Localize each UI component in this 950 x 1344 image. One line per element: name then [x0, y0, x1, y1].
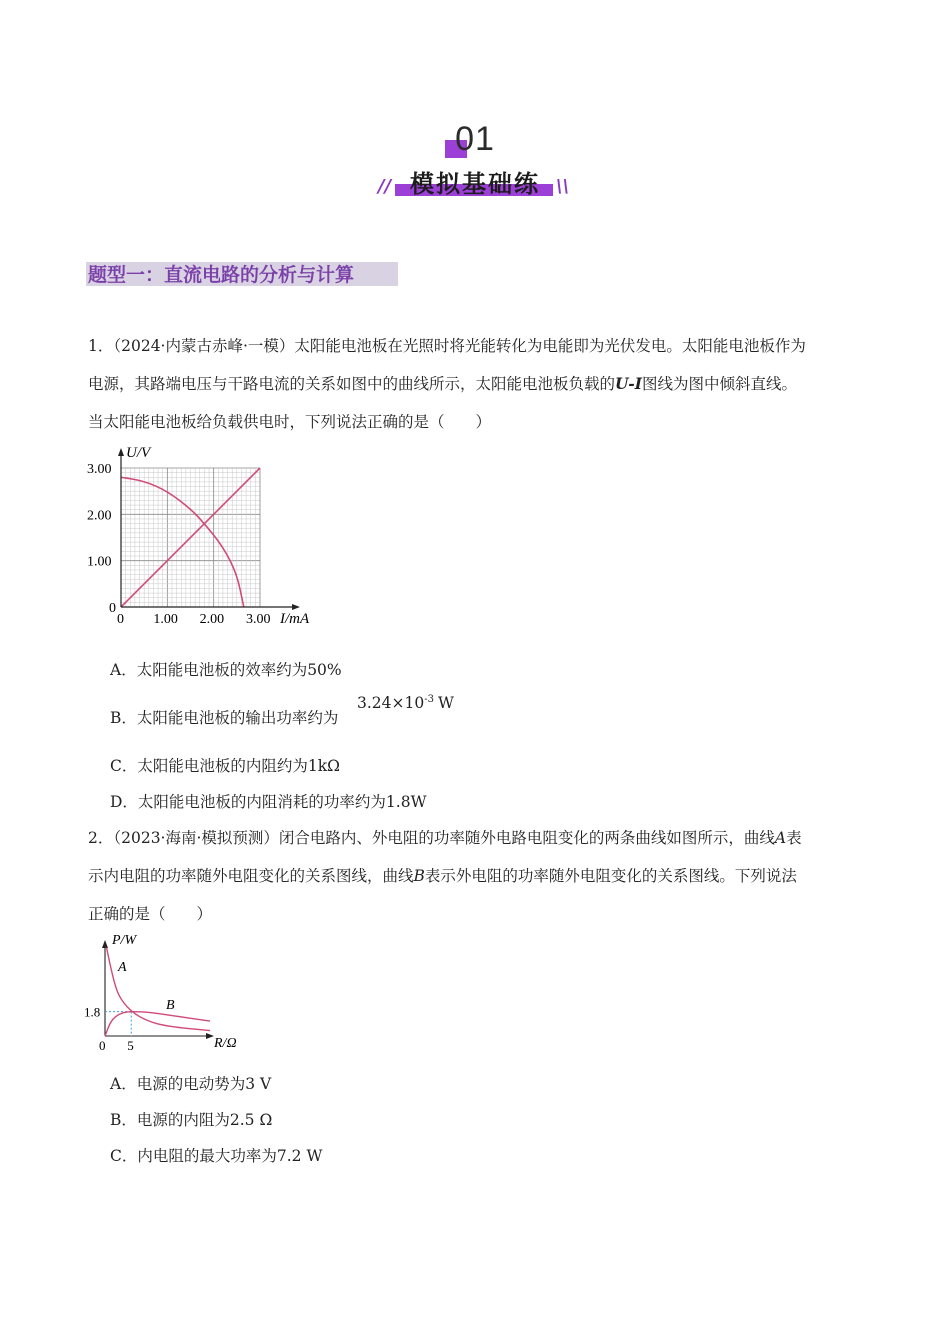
q2-chart-xlabel: R/Ω [214, 1036, 237, 1051]
header-right-mark: \\ [556, 176, 570, 197]
x-tick-label: 2.00 [199, 612, 225, 627]
x-tick-label: 0 [99, 1038, 106, 1053]
q2-line-1: 2．（2023·海南·模拟预测）闭合电路内、外电阻的功率随外电路电阻变化的两条曲线如图所示，曲线A表 [88, 829, 802, 847]
x-axis-arrow [292, 604, 300, 610]
x-tick-label: 3.00 [246, 612, 271, 627]
q2-chart-annotation-a: A [118, 960, 127, 975]
y-tick-label: 1.00 [87, 554, 112, 570]
q1-chart-xlabel: I/mA [280, 611, 310, 627]
x-tick-label: 0 [117, 612, 124, 627]
section-title: 题型一：直流电路的分析与计算 [88, 264, 355, 286]
y-tick-label: 2.00 [87, 508, 112, 524]
y-tick-label: 1.8 [84, 1004, 101, 1020]
q1-option-b-formula: $3.24\times 10^{-3}$ W [357, 694, 454, 713]
y-tick-label: 3.00 [87, 462, 112, 477]
q1-line-3: 当太阳能电池板给负载供电时，下列说法正确的是（ ） [88, 413, 492, 431]
q1-line-1: 1．（2024·内蒙古赤峰·一模）太阳能电池板在光照时将光能转化为电能即为光伏发电。太阳能电池板作为 [88, 337, 806, 355]
q2-chart-ylabel: P/W [112, 933, 137, 948]
header-title: 模拟基础练 [410, 170, 540, 198]
header-left-mark: // [378, 176, 392, 197]
x-tick-label: 1.00 [153, 612, 178, 627]
q1-line-2c: 图线为图中倾斜直线。 [641, 375, 797, 393]
q2-option-a[interactable]: A．电源的电动势为3 V [110, 1075, 272, 1093]
q2-curve-a-ref: A [774, 829, 787, 847]
q2-option-c[interactable]: C．内电阻的最大功率为7.2 W [110, 1147, 323, 1165]
q1-option-b[interactable] [110, 708, 338, 728]
q1-option-d[interactable]: D．太阳能电池板的内阻消耗的功率约为1.8W [110, 793, 427, 811]
x-tick-label: 5 [127, 1038, 134, 1053]
q2-option-b[interactable]: B．电源的内阻为2.5 Ω [110, 1111, 273, 1129]
y-axis-arrow [102, 940, 108, 948]
q2-curve-b-ref: B [413, 867, 425, 885]
x-axis-arrow [206, 1033, 214, 1039]
y-axis-arrow [118, 448, 124, 456]
y-tick-label: 0 [109, 601, 116, 616]
q1-ui-italic: U-I [615, 374, 642, 393]
q1-chart-ylabel: U/V [126, 445, 151, 461]
q1-option-c[interactable]: C．太阳能电池板的内阻约为1kΩ [110, 757, 340, 775]
q2-chart-annotation-b: B [166, 998, 175, 1013]
q1-option-b-text: B．太阳能电池板的输出功率约为 [110, 709, 339, 727]
q2-line-3: 正确的是（ ） [88, 905, 213, 923]
q1-line-2 [88, 374, 797, 394]
q2-line-2: 示内电阻的功率随外电阻变化的关系图线，曲线B表示外电阻的功率随外电阻变化的关系图线。下列说法 [88, 867, 797, 885]
q1-ui-chart [80, 440, 330, 630]
q1-option-a[interactable]: A．太阳能电池板的效率约为50% [110, 661, 342, 679]
q1-line-2a: 电源，其路端电压与干路电流的关系如图中的曲线所示，太阳能电池板负载的 [88, 375, 616, 393]
q2-power-chart [80, 928, 250, 1058]
header-number: 01 [455, 120, 495, 158]
